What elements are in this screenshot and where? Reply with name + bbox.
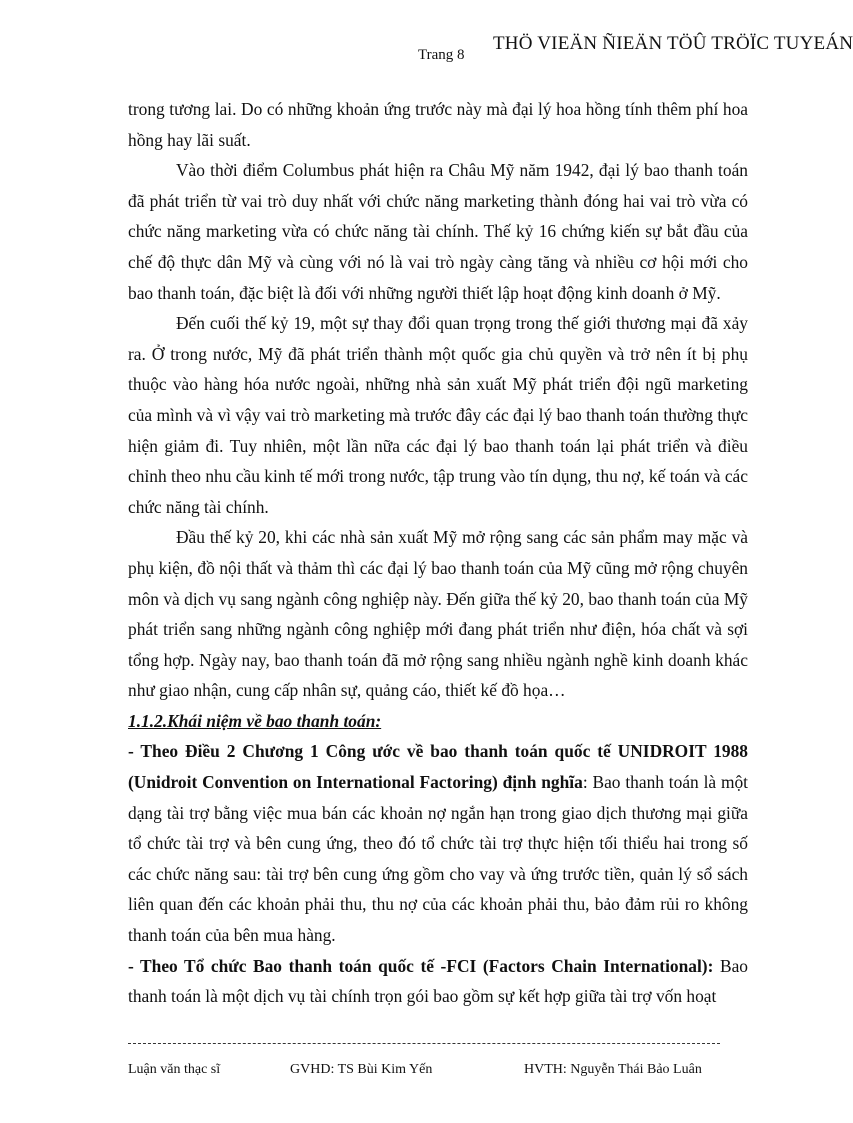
footer-advisor: GVHD: TS Bùi Kim Yến [290, 1062, 433, 1077]
definition-fci-source: - Theo Tổ chức Bao thanh toán quốc tế -FCI (Factors Chain International): [128, 955, 714, 976]
paragraph-4: Đầu thế kỷ 20, khi các nhà sản xuất Mỹ mở rộng sang các sản phẩm may mặc và phụ kiện, đồ nội thất và thảm thì các đại lý bao thanh toán của Mỹ cũng mở rộng chuyên môn và dịch vụ sang ngành công nghiệp này. Đến giữa thế kỷ 20, bao thanh toán của Mỹ phát triển sang những ngành công nghiệp mới đang phát triển như điện, hóa chất và sợi tổng hợp. Ngày nay, bao thanh toán đã mở rộng sang nhiều ngành nghề kinh doanh khác như giao nhận, cung cấp nhân sự, quảng cáo, thiết kế đồ họa… [128, 527, 748, 701]
footer-thesis: Luận văn thạc sĩ [128, 1062, 221, 1077]
page-number: Trang 8 [418, 47, 465, 63]
footer-author: HVTH: Nguyễn Thái Bảo Luân [524, 1062, 702, 1077]
site-title: THÖ VIEÄN ÑIEÄN TÖÛ TRÖÏC TUYEÁN [493, 33, 853, 54]
definition-fci-text: Bao thanh toán là một dịch vụ tài chính trọn gói bao gồm sự kết hợp giữa tài trợ vốn hoạt [128, 955, 748, 1007]
document-body [128, 94, 748, 1012]
section-heading: 1.1.2.Khái niệm về bao thanh toán: [128, 710, 382, 731]
paragraph-1: trong tương lai. Do có những khoản ứng trước này mà đại lý hoa hồng tính thêm phí hoa hồng hay lãi suất. [128, 99, 748, 150]
definition-unidroit-source: - Theo Điều 2 Chương 1 Công ước về bao thanh toán quốc tế UNIDROIT 1988 (Unidroit Convention on International Factoring) định nghĩa [128, 741, 748, 793]
paragraph-2: Vào thời điểm Columbus phát hiện ra Châu Mỹ năm 1942, đại lý bao thanh toán đã phát triển từ vai trò duy nhất với chức năng marketing thành đóng hai vai trò vừa có chức năng marketing vừa có chức năng tài chính. Thế kỷ 16 chứng kiến sự bắt đầu của chế độ thực dân Mỹ và cùng với nó là vai trò ngày càng tăng và nhiều cơ hội mới cho bao thanh toán, đặc biệt là đối với những người thiết lập hoạt động kinh doanh ở Mỹ. [128, 160, 748, 303]
footer-divider [128, 1043, 720, 1044]
definition-unidroit-text: : Bao thanh toán là một dạng tài trợ bằng việc mua bán các khoản nợ ngắn hạn trong giao dịch thương mại giữa tổ chức tài trợ và bên cung ứng, theo đó tổ chức tài trợ thực hiện tối thiểu hai trong số các chức năng sau: tài trợ bên cung ứng gồm cho vay và ứng trước tiền, quản lý sổ sách liên quan đến các khoản phải thu, thu nợ của các khoản phải thu, bảo đảm rủi ro không thanh toán của bên mua hàng. [128, 772, 748, 946]
definition-unidroit [128, 736, 748, 950]
paragraph-3: Đến cuối thế kỷ 19, một sự thay đổi quan trọng trong thế giới thương mại đã xảy ra. Ở trong nước, Mỹ đã phát triển thành một quốc gia chủ quyền và trở nên ít bị phụ thuộc vào hàng hóa nước ngoài, những nhà sản xuất Mỹ phát triển đội ngũ marketing của mình và vì vậy vai trò marketing mà trước đây các đại lý bao thanh toán thường thực hiện giảm đi. Tuy nhiên, một lần nữa các đại lý bao thanh toán lại phát triển và điều chỉnh theo nhu cầu kinh tế mới trong nước, tập trung vào tín dụng, thu nợ, kế toán và các chức năng tài chính. [128, 313, 748, 517]
definition-fci [128, 951, 748, 1012]
